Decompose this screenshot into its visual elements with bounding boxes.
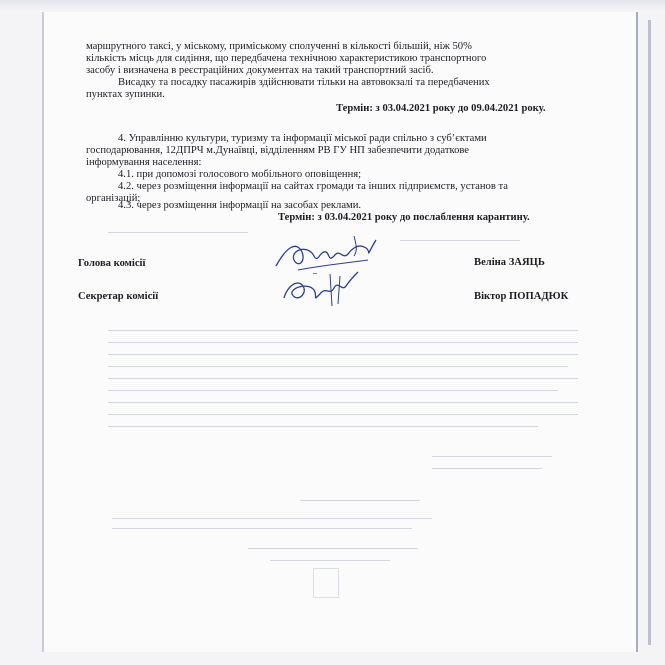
item-4-line: господарювання, 12ДПРЧ м.Дунаївці, відділенням РВ ГУ НП забезпечити додаткове <box>86 145 470 156</box>
item-4-line: 4. Управлінню культури, туризму та інформації міської ради спільно з суб’єктами <box>118 133 487 144</box>
paragraph-line: засобу і визначена в реєстраційних документах на такий транспортний засіб. <box>86 65 434 76</box>
svg-text:~: ~ <box>312 270 318 278</box>
paragraph-line: пунктах зупинки. <box>86 89 165 100</box>
paragraph-line: Висадку та посадку пасажирів здійснювати тільки на автовокзалі та передбачених <box>118 77 490 88</box>
item-4-3: 4.3. через розміщення інформації на засобах реклами. <box>118 200 362 211</box>
deadline-2: Термін: з 03.04.2021 року до послаблення карантину. <box>278 212 530 223</box>
secretary-signature <box>278 268 368 310</box>
head-name: Веліна ЗАЯЦЬ <box>474 257 545 268</box>
deadline-1: Термін: з 03.04.2021 року до 09.04.2021 року. <box>336 103 546 114</box>
scan-top-edge <box>0 0 665 10</box>
item-4-2: 4.2. через розміщення інформації на сайтах громади та інших підприємств, установ та <box>118 181 508 192</box>
scan-right-edge <box>648 20 651 645</box>
secretary-name: Віктор ПОПАДЮК <box>474 291 569 302</box>
item-4-2-cont: організацій; <box>86 193 141 204</box>
paragraph-line: маршрутного таксі, у міському, приміському сполученні в кількості більшій, ніж 50% <box>86 41 472 52</box>
head-title: Голова комісії <box>78 258 146 269</box>
paragraph-line: кількість місць для сидіння, що передбачена технічною характеристикою транспортного <box>86 53 487 64</box>
item-4-1: 4.1. при допомозі голосового мобільного оповіщення; <box>118 169 362 180</box>
item-4-line: інформування населення: <box>86 157 202 168</box>
secretary-title: Секретар комісії <box>78 291 159 302</box>
